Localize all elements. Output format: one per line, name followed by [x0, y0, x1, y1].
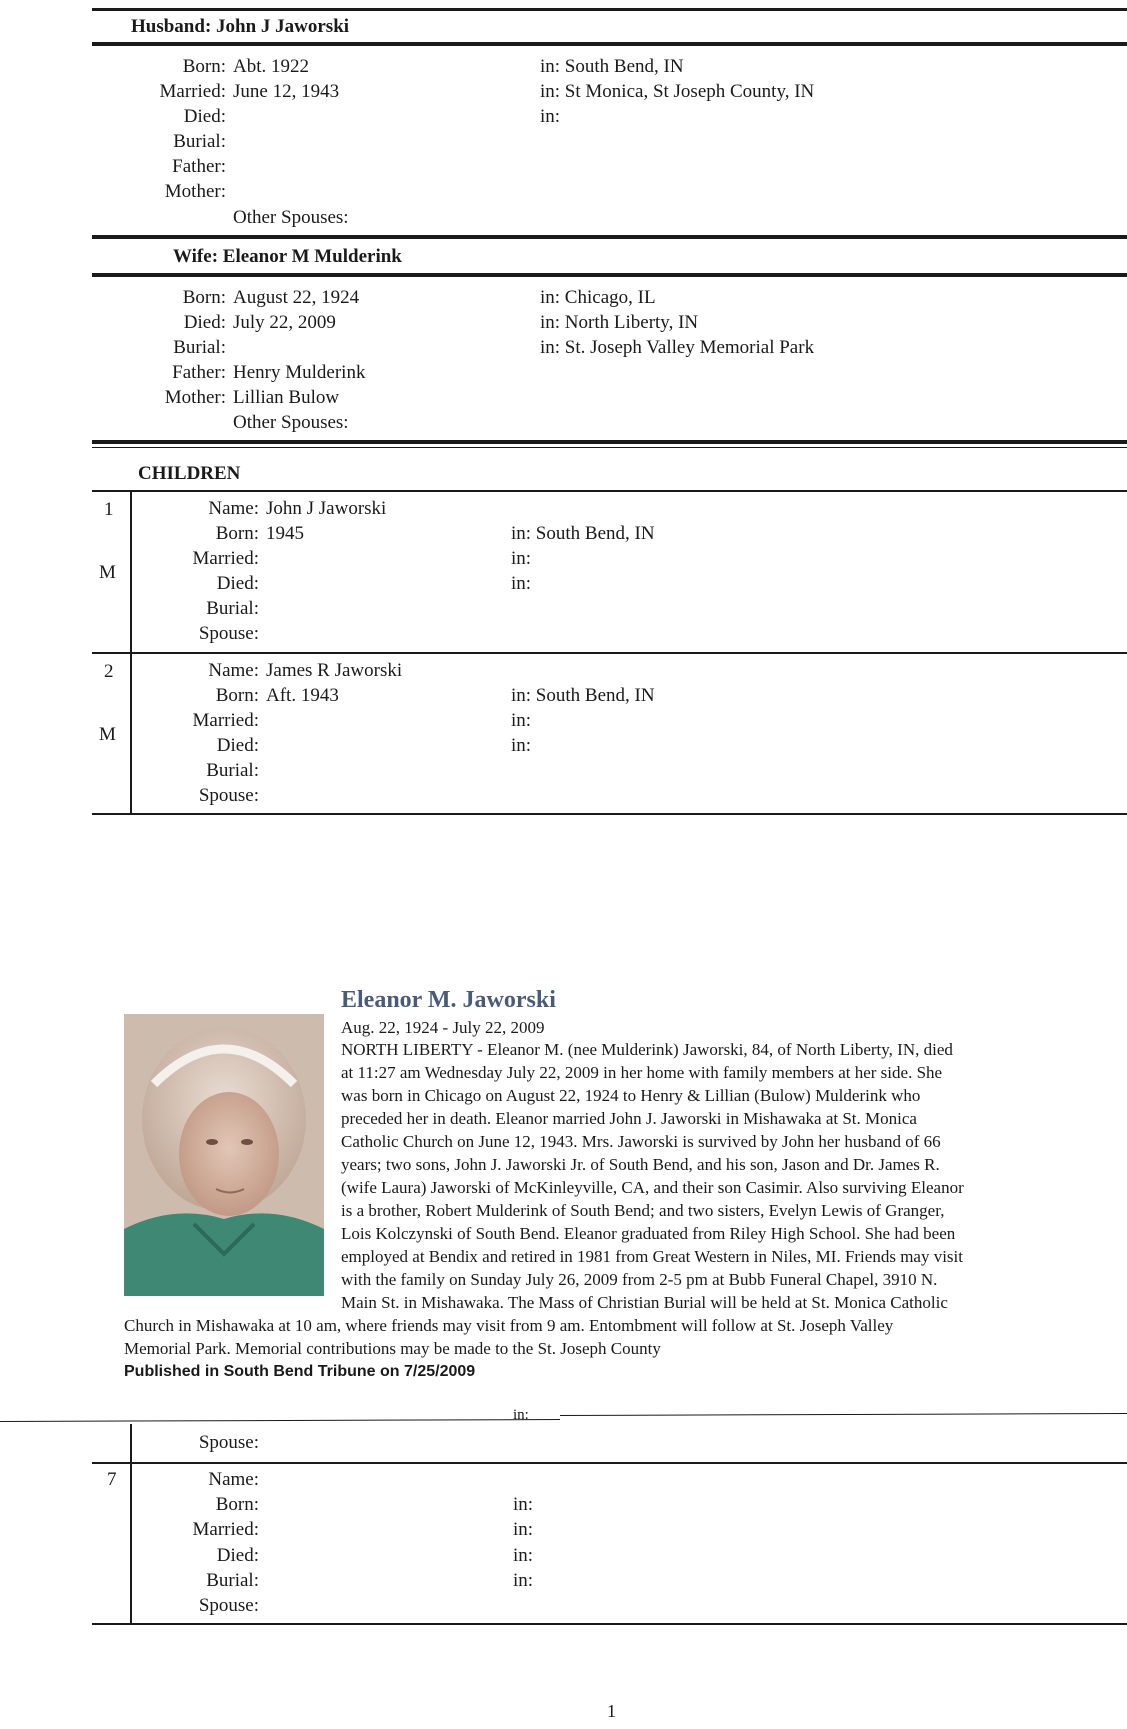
children-header: CHILDREN [138, 463, 241, 484]
wife-died-value: July 22, 2009 [233, 312, 336, 333]
wife-died-place: in: North Liberty, IN [540, 312, 699, 333]
husband-top-rule [92, 8, 1127, 11]
husband-header-rule [92, 42, 1127, 46]
obituary-line-wide: Memorial Park. Memorial contributions may be made to the St. Joseph County [124, 1339, 661, 1358]
wife-mother-value: Lillian Bulow [233, 387, 340, 408]
obituary-line: NORTH LIBERTY - Eleanor M. (nee Mulderink) Jaworski, 84, of North Liberty, IN, died [341, 1040, 953, 1059]
wife-burial-label: Burial: [173, 337, 226, 358]
obituary-dates: Aug. 22, 1924 - July 22, 2009 [341, 1018, 545, 1037]
child7-born-label: Born: [215, 1494, 259, 1515]
child7-bottom-rule [92, 1623, 1127, 1625]
child2-burial-label: Burial: [206, 760, 259, 781]
husband-married-label: Married: [159, 81, 226, 102]
husband-burial-label: Burial: [173, 131, 226, 152]
partial-row-spouse-label: Spouse: [198, 1432, 259, 1453]
child1-born-place: in: South Bend, IN [511, 523, 655, 544]
partial-row-top-rule-right [560, 1413, 1127, 1416]
wife-died-label: Died: [183, 312, 226, 333]
husband-married-value: June 12, 1943 [233, 81, 340, 102]
child7-married-place: in: [513, 1519, 534, 1540]
child2-died-label: Died: [216, 735, 259, 756]
obituary-line: Catholic Church on June 12, 1943. Mrs. Jaworski is survived by John her husband of 66 [341, 1132, 941, 1151]
husband-died-label: Died: [183, 106, 226, 127]
child1-born-value: 1945 [266, 523, 304, 544]
child1-died-place: in: [511, 573, 532, 594]
child7-burial-place: in: [513, 1570, 534, 1591]
husband-born-value: Abt. 1922 [233, 56, 309, 77]
child1-married-label: Married: [192, 548, 259, 569]
child1-married-place: in: [511, 548, 532, 569]
partial-row-top-rule [0, 1419, 560, 1422]
obituary-name: Eleanor M. Jaworski [341, 987, 556, 1013]
child7-born-place: in: [513, 1494, 534, 1515]
child2-born-label: Born: [215, 685, 259, 706]
obituary-line: at 11:27 am Wednesday July 22, 2009 in her home with family members at her side. She [341, 1063, 943, 1082]
wife-father-label: Father: [172, 362, 226, 383]
portrait-image [124, 1014, 324, 1296]
wife-mother-label: Mother: [164, 387, 226, 408]
child1-number: 1 [104, 499, 114, 520]
child2-sex: M [99, 724, 116, 745]
partial-row-bottom-rule [92, 1462, 1127, 1464]
obituary-line: was born in Chicago on August 22, 1924 to Henry & Lillian (Bulow) Mulderink who [341, 1086, 921, 1105]
obituary-photo [124, 1014, 324, 1296]
child7-died-place: in: [513, 1545, 534, 1566]
page-number: 1 [607, 1701, 616, 1721]
obituary-line: Lois Kolczynski of South Bend. Eleanor graduated from Riley High School. She had been [341, 1224, 956, 1243]
husband-died-place: in: [540, 106, 561, 127]
child1-died-label: Died: [216, 573, 259, 594]
child7-burial-label: Burial: [206, 1570, 259, 1591]
obituary-line: employed at Bendix and retired in 1981 from Great Western in Niles, MI. Friends may visit [341, 1247, 963, 1266]
wife-burial-place: in: St. Joseph Valley Memorial Park [540, 337, 815, 358]
child7-married-label: Married: [192, 1519, 259, 1540]
child2-name-label: Name: [208, 660, 259, 681]
child1-name-value: John J Jaworski [266, 498, 387, 519]
husband-born-place: in: South Bend, IN [540, 56, 684, 77]
obituary-line: years; two sons, John J. Jaworski Jr. of South Bend, and his son, Jason and Dr. James R. [341, 1155, 940, 1174]
child7-spouse-label: Spouse: [198, 1595, 259, 1616]
wife-other-spouses: Other Spouses: [233, 412, 349, 433]
wife-header: Wife: Eleanor M Mulderink [173, 246, 402, 267]
child2-married-place: in: [511, 710, 532, 731]
obituary-line: preceded her in death. Eleanor married John J. Jaworski in Mishawaka at St. Monica [341, 1109, 917, 1128]
child7-name-label: Name: [208, 1469, 259, 1490]
child2-born-place: in: South Bend, IN [511, 685, 655, 706]
child2-married-label: Married: [192, 710, 259, 731]
partial-row-place: in: [513, 1408, 529, 1422]
child2-born-value: Aft. 1943 [266, 685, 339, 706]
obituary-line: (wife Laura) Jaworski of McKinleyville, CA, and their son Casimir. Also surviving Eleanor [341, 1178, 964, 1197]
husband-married-place: in: St Monica, St Joseph County, IN [540, 81, 815, 102]
child2-bottom-rule [92, 813, 1127, 815]
children-header-rule [92, 490, 1127, 492]
child1-burial-label: Burial: [206, 598, 259, 619]
husband-born-label: Born: [182, 56, 226, 77]
husband-other-spouses: Other Spouses: [233, 207, 349, 228]
wife-born-label: Born: [182, 287, 226, 308]
child1-name-label: Name: [208, 498, 259, 519]
husband-header: Husband: John J Jaworski [131, 16, 350, 37]
child2-died-place: in: [511, 735, 532, 756]
child1-sex: M [99, 562, 116, 583]
child1-bottom-rule [92, 652, 1127, 654]
child1-born-label: Born: [215, 523, 259, 544]
child2-spouse-label: Spouse: [198, 785, 259, 806]
obituary-line: is a brother, Robert Mulderink of South Bend; and two sisters, Evelyn Lewis of Granger, [341, 1201, 945, 1220]
husband-father-label: Father: [172, 156, 226, 177]
child2-name-value: James R Jaworski [266, 660, 403, 681]
wife-born-value: August 22, 1924 [233, 287, 360, 308]
wife-header-rule [92, 273, 1127, 277]
child1-spouse-label: Spouse: [198, 623, 259, 644]
child7-died-label: Died: [216, 1545, 259, 1566]
child7-number: 7 [107, 1469, 117, 1490]
obituary-line: with the family on Sunday July 26, 2009 from 2-5 pm at Bubb Funeral Chapel, 3910 N. [341, 1270, 938, 1289]
child2-number: 2 [104, 661, 114, 682]
husband-mother-label: Mother: [164, 181, 226, 202]
obituary-published: Published in South Bend Tribune on 7/25/2009 [124, 1363, 476, 1380]
obituary-line-wide: Church in Mishawaka at 10 am, where friends may visit from 9 am. Entombment will follow at St. Joseph Valley [124, 1316, 894, 1335]
wife-father-value: Henry Mulderink [233, 362, 366, 383]
wife-top-rule [92, 235, 1127, 239]
children-top-rule [92, 440, 1127, 444]
wife-born-place: in: Chicago, IL [540, 287, 656, 308]
children-top-rule-thin [92, 447, 1127, 448]
obituary-line: Main St. in Mishawaka. The Mass of Christian Burial will be held at St. Monica Catholic [341, 1293, 948, 1312]
